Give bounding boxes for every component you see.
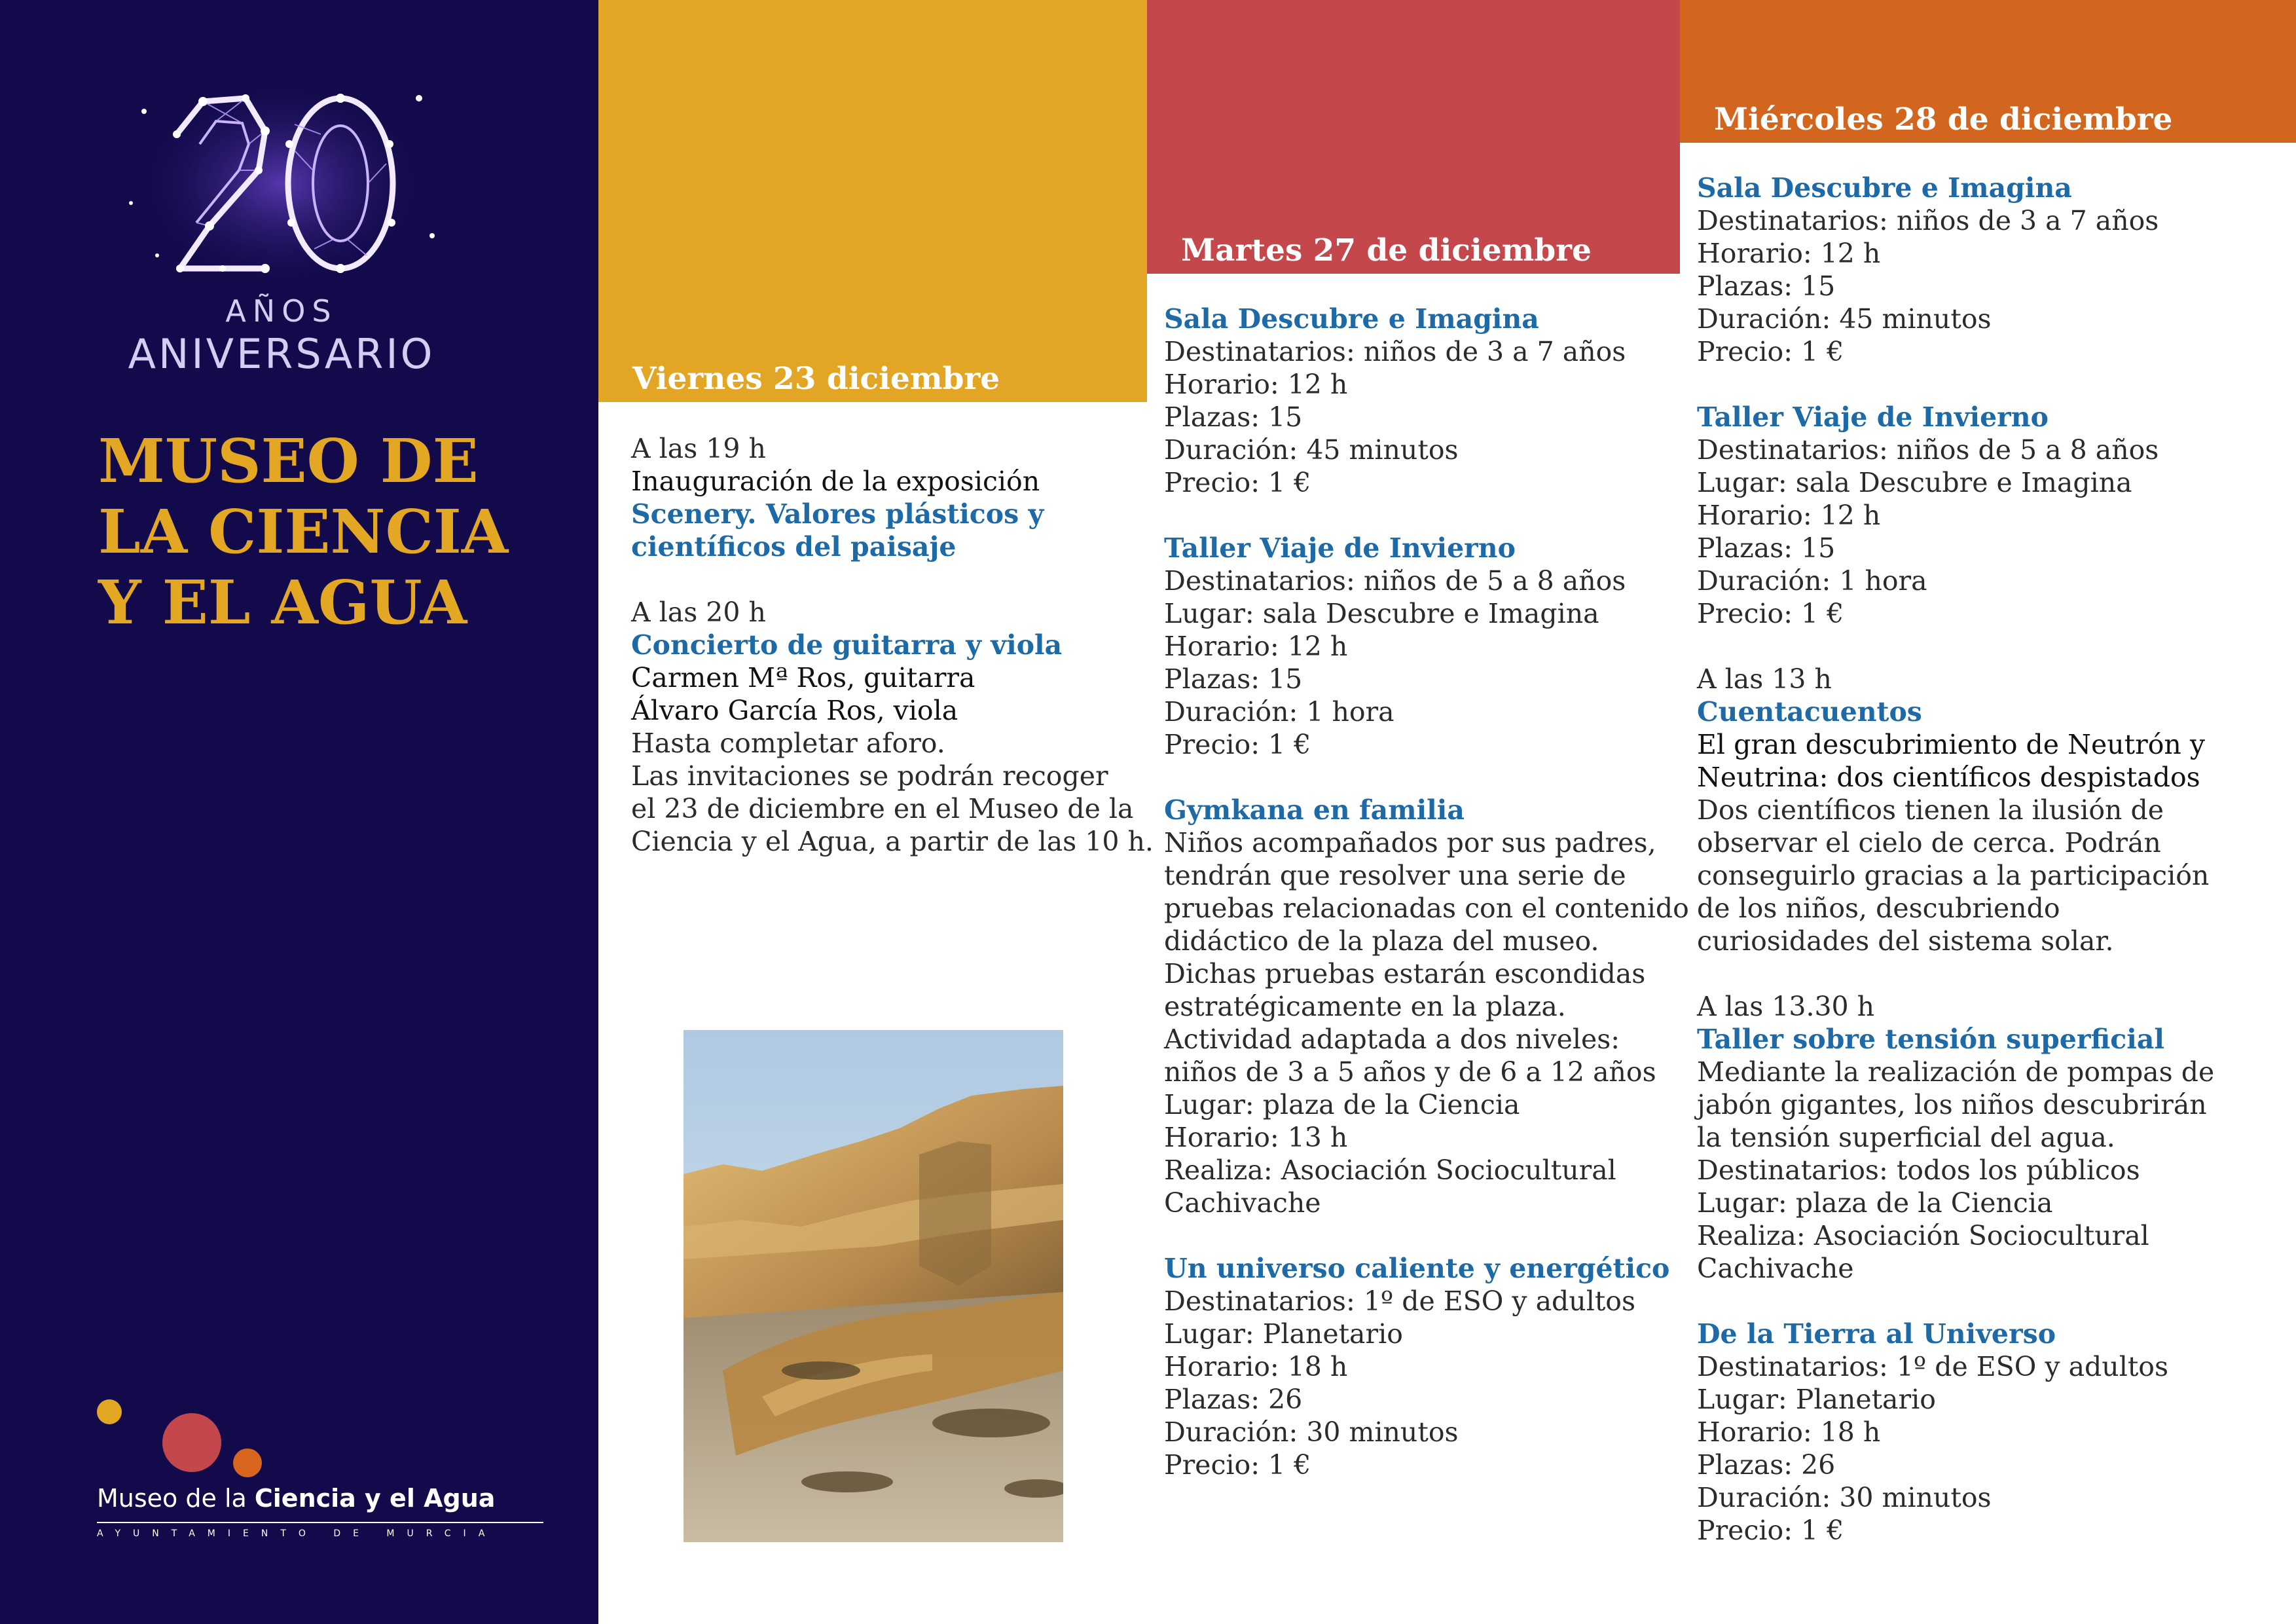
event-detail: Ciencia y el Agua, a partir de las 10 h.	[631, 826, 1154, 857]
event-detail: Plazas: 15	[1697, 270, 1836, 302]
event-detail: Realiza: Asociación Sociocultural	[1164, 1154, 1616, 1186]
day-heading: Miércoles 28 de diciembre	[1714, 101, 2173, 138]
event-detail: la tensión superficial del agua.	[1697, 1122, 2115, 1153]
event-detail: curiosidades del sistema solar.	[1697, 925, 2114, 957]
event-detail: Lugar: plaza de la Ciencia	[1164, 1089, 1520, 1120]
event-title: Sala Descubre e Imagina	[1164, 303, 1539, 335]
event-subtitle: Álvaro García Ros, viola	[631, 695, 958, 726]
event-detail: Dos científicos tienen la ilusión de	[1697, 794, 2164, 826]
event-title: Cuentacuentos	[1697, 696, 1922, 728]
landscape-photo	[683, 1030, 1063, 1542]
logo-divider	[97, 1522, 543, 1523]
event-detail: Plazas: 26	[1164, 1384, 1303, 1415]
day-column-miercoles	[1697, 172, 2273, 1547]
event-detail: Lugar: Planetario	[1697, 1384, 1936, 1415]
spacer	[1697, 368, 2273, 401]
event-detail: Lugar: sala Descubre e Imagina	[1697, 467, 2132, 498]
day-band-miercoles	[1680, 0, 2296, 143]
day-column-viernes	[631, 432, 1154, 858]
logo-dot-small-icon	[97, 1399, 122, 1424]
event-detail: Horario: 18 h	[1164, 1351, 1348, 1382]
event-detail: tendrán que resolver una serie de	[1164, 860, 1626, 891]
logo-name: Museo de la Ciencia y el Agua	[97, 1484, 496, 1513]
event-detail: Plazas: 26	[1697, 1449, 1836, 1481]
day-band-viernes	[598, 0, 1147, 402]
event-detail: Horario: 12 h	[1164, 369, 1348, 400]
event-title: Gymkana en familia	[1164, 794, 1465, 826]
event-detail: A las 13 h	[1697, 663, 1832, 695]
event-detail: Destinatarios: 1º de ESO y adultos	[1164, 1285, 1636, 1317]
event-title: Concierto de guitarra y viola	[631, 629, 1063, 661]
event-detail: A las 19 h	[631, 433, 766, 464]
event-detail: Plazas: 15	[1164, 663, 1303, 695]
spacer	[1697, 957, 2273, 990]
anniversary-badge	[118, 72, 445, 399]
museum-title	[98, 426, 570, 638]
event-detail: Hasta completar aforo.	[631, 728, 945, 759]
event-detail: Duración: 45 minutos	[1697, 303, 1992, 335]
event-detail: Precio: 1 €	[1164, 467, 1311, 498]
event-title: científicos del paisaje	[631, 531, 957, 563]
event-detail: Dichas pruebas estarán escondidas	[1164, 958, 1646, 989]
event-detail: Destinatarios: niños de 5 a 8 años	[1697, 434, 2159, 466]
logo-dot-big-icon	[162, 1413, 221, 1472]
spacer	[1164, 499, 1675, 532]
spacer	[1164, 761, 1675, 794]
event-detail: Horario: 13 h	[1164, 1122, 1348, 1153]
event-detail: Cachivache	[1697, 1253, 1854, 1284]
event-detail: Precio: 1 €	[1697, 1515, 1844, 1546]
event-detail: Destinatarios: niños de 5 a 8 años	[1164, 565, 1626, 597]
museum-title-line: MUSEO DE	[98, 426, 479, 496]
museum-title-line: LA CIENCIA	[98, 496, 509, 567]
landscape-photo-icon	[683, 1030, 1063, 1542]
event-title: Taller Viaje de Invierno	[1164, 532, 1516, 564]
event-detail: Precio: 1 €	[1164, 1449, 1311, 1481]
event-detail: jabón gigantes, los niños descubrirán	[1697, 1089, 2207, 1120]
event-subtitle: El gran descubrimiento de Neutrón y	[1697, 729, 2205, 760]
spacer	[1697, 1285, 2273, 1318]
spacer	[631, 563, 1142, 596]
event-detail: estratégicamente en la plaza.	[1164, 991, 1566, 1022]
event-detail: Actividad adaptada a dos niveles:	[1164, 1024, 1620, 1055]
event-detail: Precio: 1 €	[1164, 729, 1311, 760]
event-subtitle: Inauguración de la exposición	[631, 466, 1040, 497]
event-detail: A las 13.30 h	[1697, 991, 1875, 1022]
event-title: Scenery. Valores plásticos y	[631, 498, 1044, 530]
event-detail: Precio: 1 €	[1697, 336, 1844, 367]
day-heading: Martes 27 de diciembre	[1181, 232, 1592, 268]
event-title: Taller sobre tensión superficial	[1697, 1024, 2164, 1055]
event-detail: Mediante la realización de pompas de	[1697, 1056, 2215, 1088]
event-detail: didáctico de la plaza del museo.	[1164, 925, 1599, 957]
event-detail: Precio: 1 €	[1697, 598, 1844, 629]
event-title: Sala Descubre e Imagina	[1697, 172, 2072, 204]
event-detail: Realiza: Asociación Sociocultural	[1697, 1220, 2149, 1251]
event-detail: Plazas: 15	[1697, 532, 1836, 564]
event-detail: Lugar: plaza de la Ciencia	[1697, 1187, 2053, 1219]
anniversary-years: AÑOS	[225, 293, 338, 329]
spacer	[1697, 630, 2273, 663]
event-detail: Duración: 45 minutos	[1164, 434, 1459, 466]
event-detail: Destinatarios: 1º de ESO y adultos	[1697, 1351, 2169, 1382]
event-detail: Horario: 12 h	[1164, 631, 1348, 662]
event-detail: Destinatarios: niños de 3 a 7 años	[1164, 336, 1626, 367]
event-detail: Horario: 12 h	[1697, 500, 1881, 531]
day-heading: Viernes 23 diciembre	[632, 361, 1000, 397]
event-title: Un universo caliente y energético	[1164, 1253, 1670, 1284]
day-column-martes	[1164, 303, 1689, 1481]
event-detail: Lugar: sala Descubre e Imagina	[1164, 598, 1599, 629]
event-detail: el 23 de diciembre en el Museo de la	[631, 793, 1134, 824]
event-detail: A las 20 h	[631, 597, 766, 628]
event-subtitle: Neutrina: dos científicos despistados	[1697, 762, 2200, 793]
day-band-martes	[1147, 0, 1680, 274]
event-title: Taller Viaje de Invierno	[1697, 401, 2049, 433]
event-detail: Duración: 1 hora	[1164, 696, 1394, 728]
event-detail: Cachivache	[1164, 1187, 1321, 1219]
event-title: De la Tierra al Universo	[1697, 1318, 2056, 1350]
event-detail: Horario: 12 h	[1697, 238, 1881, 269]
event-detail: niños de 3 a 5 años y de 6 a 12 años	[1164, 1056, 1656, 1088]
sidebar	[0, 0, 598, 1624]
event-detail: Destinatarios: niños de 3 a 7 años	[1697, 205, 2159, 236]
museum-title-line: Y EL AGUA	[98, 567, 467, 638]
event-subtitle: Carmen Mª Ros, guitarra	[631, 662, 975, 693]
event-detail: Lugar: Planetario	[1164, 1318, 1403, 1350]
event-detail: Niños acompañados por sus padres,	[1164, 827, 1656, 858]
event-detail: Horario: 18 h	[1697, 1416, 1881, 1448]
event-detail: Destinatarios: todos los públicos	[1697, 1154, 2140, 1186]
logo-subtitle: AYUNTAMIENTO DE MURCIA	[97, 1528, 498, 1539]
anniversary-label: ANIVERSARIO	[128, 330, 435, 378]
event-detail: de los niños, descubriendo	[1697, 893, 2060, 924]
spacer	[1164, 1219, 1675, 1252]
event-detail: Duración: 1 hora	[1697, 565, 1927, 597]
event-detail: conseguirlo gracias a la participación	[1697, 860, 2210, 891]
event-detail: Duración: 30 minutos	[1697, 1482, 1992, 1513]
event-detail: pruebas relacionadas con el contenido	[1164, 893, 1689, 924]
museum-logo	[92, 1395, 498, 1545]
event-detail: Duración: 30 minutos	[1164, 1416, 1459, 1448]
event-detail: Plazas: 15	[1164, 401, 1303, 433]
logo-dot-orange-icon	[233, 1449, 262, 1477]
event-detail: observar el cielo de cerca. Podrán	[1697, 827, 2161, 858]
event-detail: Las invitaciones se podrán recoger	[631, 760, 1108, 792]
